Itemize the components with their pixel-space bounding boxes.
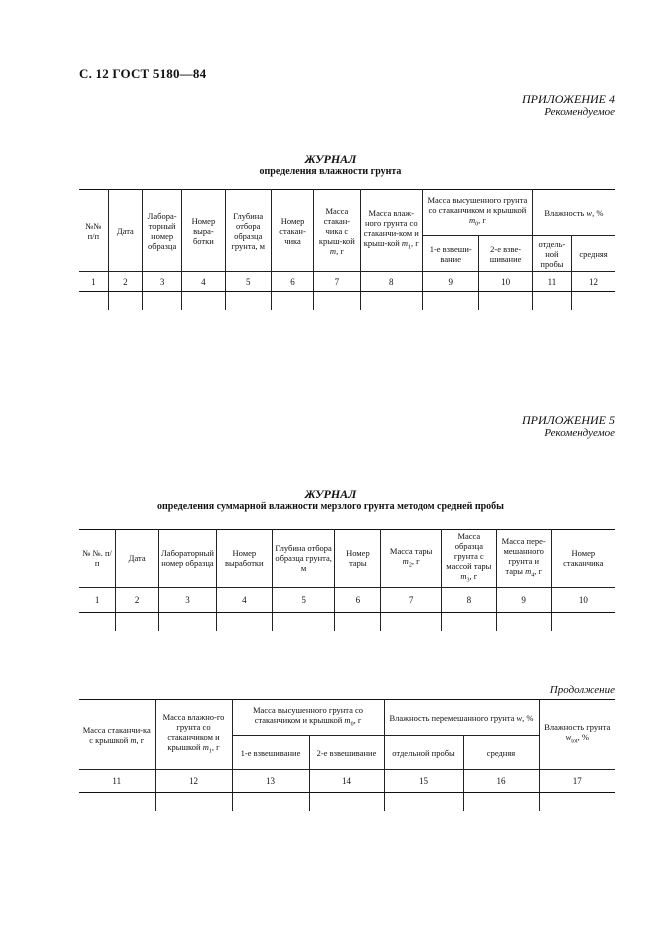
col-sample-mass-with-tare: Масса образца грунта с массой тары $m_3$, г	[441, 530, 496, 588]
column-number-cell: 8	[441, 587, 496, 612]
column-number-cell: 7	[314, 272, 360, 292]
col-sampling-depth: Глубина отбора образца грунта, м	[225, 190, 271, 272]
column-number-cell: 6	[271, 272, 313, 292]
col-sampling-depth: Глубина отбора образца грунта, м	[272, 530, 335, 588]
column-number-cell: 4	[182, 272, 225, 292]
col-group-moisture: Влажность w, %	[532, 190, 615, 236]
col-date: Дата	[116, 530, 159, 588]
column-number-cell: 1	[79, 272, 108, 292]
col-single-sample: отдель-ной пробы	[532, 236, 571, 272]
continuation-label: Продолжение	[549, 684, 615, 696]
journal-2-subtitle: определения суммарной влажности мерзлого грунта методом средней пробы	[157, 501, 504, 512]
column-number-cell: 2	[108, 272, 142, 292]
column-number-cell: 11	[532, 272, 571, 292]
col-cup-mass: Масса стакан-чика с крыш-кой m, г	[314, 190, 360, 272]
col-lab-sample-number: Лабораторный номер образца	[159, 530, 217, 588]
appendix-5-block	[522, 414, 615, 440]
journal-1-table	[79, 189, 615, 310]
column-number-cell: 5	[225, 272, 271, 292]
col-group-mixed-moisture: Влажность перемешанного грунта w, %	[384, 700, 539, 736]
col-date: Дата	[108, 190, 142, 272]
journal-1-title: ЖУРНАЛ	[304, 152, 357, 166]
col-group-dried-soil-mass: Масса высушенного грунта со стаканчиком и крышкой $m_0$, г	[423, 190, 533, 236]
col-excavation-number: Номер выработки	[216, 530, 272, 588]
journal-1-subtitle: определения влажности грунта	[259, 166, 402, 177]
col-excavation-number: Номер выра-ботки	[182, 190, 225, 272]
col-cup-number: Номер стакан-чика	[271, 190, 313, 272]
journal-2-title: ЖУРНАЛ	[304, 487, 357, 501]
col-wet-soil-mass: Масса влажно-го грунта со стаканчиком и крышкой $m_1$, г	[155, 700, 232, 770]
column-number-cell: 3	[142, 272, 181, 292]
column-numbers-row	[79, 272, 615, 292]
column-number-cell: 4	[216, 587, 272, 612]
column-number-cell: 6	[335, 587, 381, 612]
col-first-weighing: 1-е взвешивание	[232, 736, 309, 770]
appendix-4-label: ПРИЛОЖЕНИЕ 4	[522, 92, 615, 106]
column-number-cell: 10	[479, 272, 532, 292]
column-number-cell: 1	[79, 587, 116, 612]
col-second-weighing: 2-е взвешивание	[309, 736, 384, 770]
column-number-cell: 3	[159, 587, 217, 612]
col-first-weighing: 1-е взвеши-вание	[423, 236, 479, 272]
column-number-cell: 10	[551, 587, 615, 612]
table-row	[79, 793, 615, 812]
column-number-cell: 14	[309, 770, 384, 793]
column-number-cell: 8	[360, 272, 422, 292]
appendix-4-block	[522, 93, 615, 119]
col-average: средняя	[572, 236, 615, 272]
page-header: С. 12 ГОСТ 5180—84	[79, 66, 207, 81]
column-number-cell: 15	[384, 770, 463, 793]
col-second-weighing: 2-е взве-шивание	[479, 236, 532, 272]
column-number-cell: 9	[423, 272, 479, 292]
col-cup-number: Номер стаканчика	[551, 530, 615, 588]
column-numbers-row	[79, 587, 615, 612]
col-lab-sample-number: Лабора-торный номер образца	[142, 190, 181, 272]
col-cup-mass: Масса стаканчи-ка с крышкой m, г	[79, 700, 155, 770]
col-single-sample: отдельной пробы	[384, 736, 463, 770]
column-number-cell: 5	[272, 587, 335, 612]
column-number-cell: 13	[232, 770, 309, 793]
column-number-cell: 12	[155, 770, 232, 793]
col-tare-number: Номер тары	[335, 530, 381, 588]
col-group-dried-soil-mass: Масса высушенного грунта со стаканчиком и крышкой $m_0$, г	[232, 700, 384, 736]
appendix-4-note: Рекомендуемое	[544, 106, 615, 118]
table-row	[79, 292, 615, 311]
col-tare-mass: Масса тары $m_2$, г	[381, 530, 442, 588]
col-mixed-soil-mass: Масса пере-мешанного грунта и тары $m_4$, г	[496, 530, 551, 588]
column-number-cell: 17	[539, 770, 615, 793]
column-number-cell: 7	[381, 587, 442, 612]
column-number-cell: 9	[496, 587, 551, 612]
appendix-5-note: Рекомендуемое	[544, 427, 615, 439]
appendix-5-label: ПРИЛОЖЕНИЕ 5	[522, 413, 615, 427]
col-total-moisture: Влажность грунта $w_{tot}$, %	[539, 700, 615, 770]
column-number-cell: 11	[79, 770, 155, 793]
col-number: № №. п/п	[79, 530, 116, 588]
column-number-cell: 12	[572, 272, 615, 292]
column-number-cell: 16	[463, 770, 539, 793]
journal-2-table	[79, 529, 615, 631]
table-row	[79, 612, 615, 631]
col-wet-soil-mass: Масса влаж-ного грунта со стаканчи-ком и крыш-кой $m_1$, г	[360, 190, 422, 272]
continuation-table	[79, 699, 615, 811]
column-numbers-row	[79, 770, 615, 793]
column-number-cell: 2	[116, 587, 159, 612]
col-average: средняя	[463, 736, 539, 770]
col-number: №№ п/п	[79, 190, 108, 272]
